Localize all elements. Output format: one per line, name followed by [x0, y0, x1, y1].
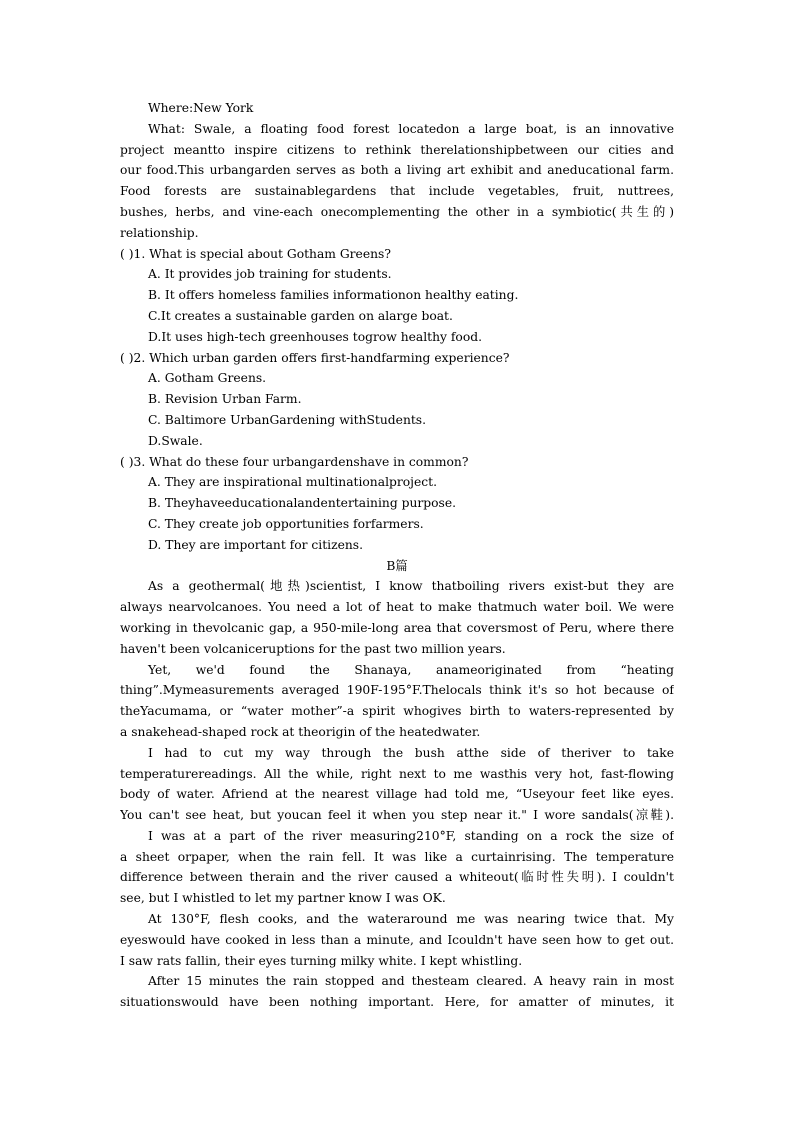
text-line: D.Swale.	[148, 433, 203, 448]
text-line: B. Revision Urban Farm.	[148, 392, 302, 407]
text-line: What: Swale, a floating food forest locatedon a large boat, is an innovative	[148, 121, 674, 136]
text-line: ( )3. What do these four urbangardenshave in common?	[120, 454, 469, 469]
text-line: situationswould have been nothing important. Here, for amatter of minutes, it	[120, 995, 674, 1010]
text-line: B. Theyhaveeducationalandentertaining purpose.	[148, 496, 457, 511]
text-line: Where:New York	[148, 101, 254, 115]
text-line: a sheet orpaper, when the rain fell. It was like a curtainrising. The temperature	[120, 849, 674, 864]
text-line: working in thevolcanic gap, a 950-mile-long area that coversmost of Peru, where there	[120, 620, 674, 635]
text-line: relationship.	[120, 225, 199, 240]
text-line: bushes, herbs, and vine-each onecomplementing the other in a symbiotic(共生的)	[120, 204, 674, 219]
text-line: D. They are important for citizens.	[148, 537, 364, 552]
text-line: ( )1. What is special about Gotham Greens?	[120, 246, 391, 261]
text-line: D.It uses high-tech greenhouses togrow healthy food.	[148, 329, 483, 344]
text-line: A. Gotham Greens.	[148, 371, 267, 386]
text-line: I had to cut my way through the bush atthe side of theriver to take	[148, 745, 674, 760]
text-line: A. They are inspirational multinationalproject.	[148, 475, 437, 490]
text-line: always nearvolcanoes. You need a lot of heat to make thatmuch water boil. We were	[120, 600, 674, 615]
text-line: Yet, we'd found the Shanaya, anameoriginated from “heating	[148, 662, 674, 677]
text-line: haven't been volcaniceruptions for the past two million years.	[120, 641, 506, 656]
text-line: I was at a part of the river measuring210°F, standing on a rock the size of	[148, 828, 674, 843]
text-line: our food.This urbangarden serves as both a living art exhibit and aneducational farm.	[120, 163, 674, 178]
text-line: eyeswould have cooked in less than a minute, and Icouldn't have seen how to get out.	[120, 932, 674, 947]
document-body	[120, 98, 674, 1013]
text-line: C. Baltimore UrbanGardening withStudents.	[148, 412, 427, 427]
text-line: At 130°F, flesh cooks, and the wateraround me was nearing twice that. My	[148, 912, 674, 927]
text-line: B篇	[386, 558, 408, 573]
text-line: see, but I whistled to let my partner know I was OK.	[120, 891, 446, 906]
text-line: You can't see heat, but youcan feel it when you step near it." I wore sandals(凉鞋).	[120, 808, 674, 823]
text-line: B. It offers homeless families informationon healthy eating.	[148, 288, 519, 303]
text-line: C.It creates a sustainable garden on alarge boat.	[148, 308, 453, 323]
text-line: Food forests are sustainablegardens that include vegetables, fruit, nuttrees,	[120, 184, 674, 199]
text-line: body of water. Afriend at the nearest village had told me, “Useyour feet like eyes.	[120, 787, 674, 802]
text-line: temperaturereadings. All the while, right next to me wasthis very hot, fast-flowing	[120, 766, 674, 781]
text-line: a snakehead-shaped rock at theorigin of the heatedwater.	[120, 724, 481, 739]
text-line: A. It provides job training for students.	[148, 267, 392, 282]
text-line: ( )2. Which urban garden offers first-handfarming experience?	[120, 350, 510, 365]
text-line: As a geothermal(地热)scientist, I know thatboiling rivers exist-but they are	[148, 579, 674, 594]
text-line: After 15 minutes the rain stopped and thesteam cleared. A heavy rain in most	[148, 974, 674, 989]
text-line: C. They create job opportunities forfarmers.	[148, 516, 424, 531]
text-line: I saw rats fallin, their eyes turning milky white. I kept whistling.	[120, 953, 523, 968]
text-line: difference between therain and the river caused a whiteout(临时性失明). I couldn't	[120, 870, 674, 885]
text-line: thing”.Mymeasurements averaged 190F-195°F.Thelocals think it's so hot because of	[120, 683, 674, 698]
text-line: theYacumama, or “water mother”-a spirit whogives birth to waters-represented by	[120, 704, 674, 719]
text-line: project meantto inspire citizens to rethink therelationshipbetween our cities and	[120, 142, 674, 157]
